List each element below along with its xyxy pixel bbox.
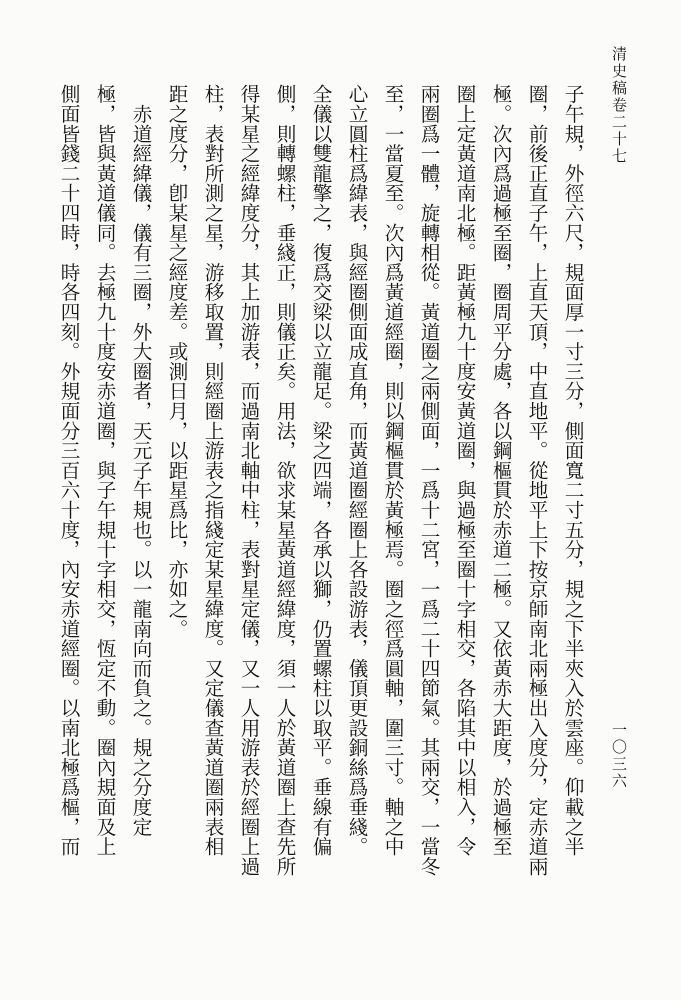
text-column: 圈，前後正直子午，上直天頂，中直地平。從地平上下按京師南北兩極出入度分，定赤道兩 <box>525 84 548 876</box>
text-column: 全儀以雙龍擎之，復爲交梁以立龍足。梁之四端，各承以獅，仍置螺柱以取平。垂線有偏 <box>309 84 332 857</box>
text-column: 距之度分，卽某星之經度差。或測日月，以距星爲比，亦如之。 <box>165 84 188 639</box>
page-number: 一〇三六 <box>610 722 628 790</box>
text-column: 心立圓柱爲緯表，與經圈側面成直角，而黃道圈經圈上各設游表，儀頂更設銅絲爲垂綫。 <box>345 84 368 857</box>
text-column: 兩圈爲一體，旋轉相從。黃道圈之兩側面，一爲十二宮，一爲二十四節氣。其兩交，一當冬 <box>417 84 440 876</box>
text-column: 赤道經緯儀，儀有三圈，外大圈者，天元子午規也。以一龍南向而負之。規之分度定 <box>129 84 152 837</box>
text-column: 側，則轉螺柱，垂綫正，則儀正矣。用法，欲求某星黃道經緯度，須一人於黃道圈上查先所 <box>273 84 296 876</box>
text-column: 圈上定黃道南北極。距黃極九十度安黃道圈，與過極至圈十字相交，各陷其中以相入，令 <box>453 84 476 857</box>
text-column: 極，皆與黃道儀同。去極九十度安赤道圈，與子午規十字相交，恆定不動。圈內規面及上 <box>93 84 116 857</box>
running-header: 清史稿卷二十七 <box>610 46 628 165</box>
text-column: 極。次內爲過極至圈，圈周平分處，各以鋼樞貫於赤道二極。又依黃赤大距度，於過極至 <box>489 84 512 857</box>
text-column: 子午規，外徑六尺，規面厚一寸三分，側面寬二寸五分，規之下半夾入於雲座。仰載之半 <box>561 84 584 857</box>
text-column: 至，一當夏至。次內爲黃道經圈，則以鋼樞貫於黃極焉。圈之徑爲圓軸，圍三寸。軸之中 <box>381 84 404 857</box>
text-column: 側面皆錢二十四時，時各四刻。外規面分三百六十度，內安赤道經圈。以南北極爲樞，而 <box>57 84 80 857</box>
text-column: 柱，表對所測之星，游移取置，則經圈上游表之指綫定某星緯度。又定儀查黃道圈兩表相 <box>201 84 224 857</box>
text-column: 得某星之經緯度分，其上加游表，而過南北軸中柱，表對星定儀，又一人用游表於經圈上過 <box>237 84 260 876</box>
